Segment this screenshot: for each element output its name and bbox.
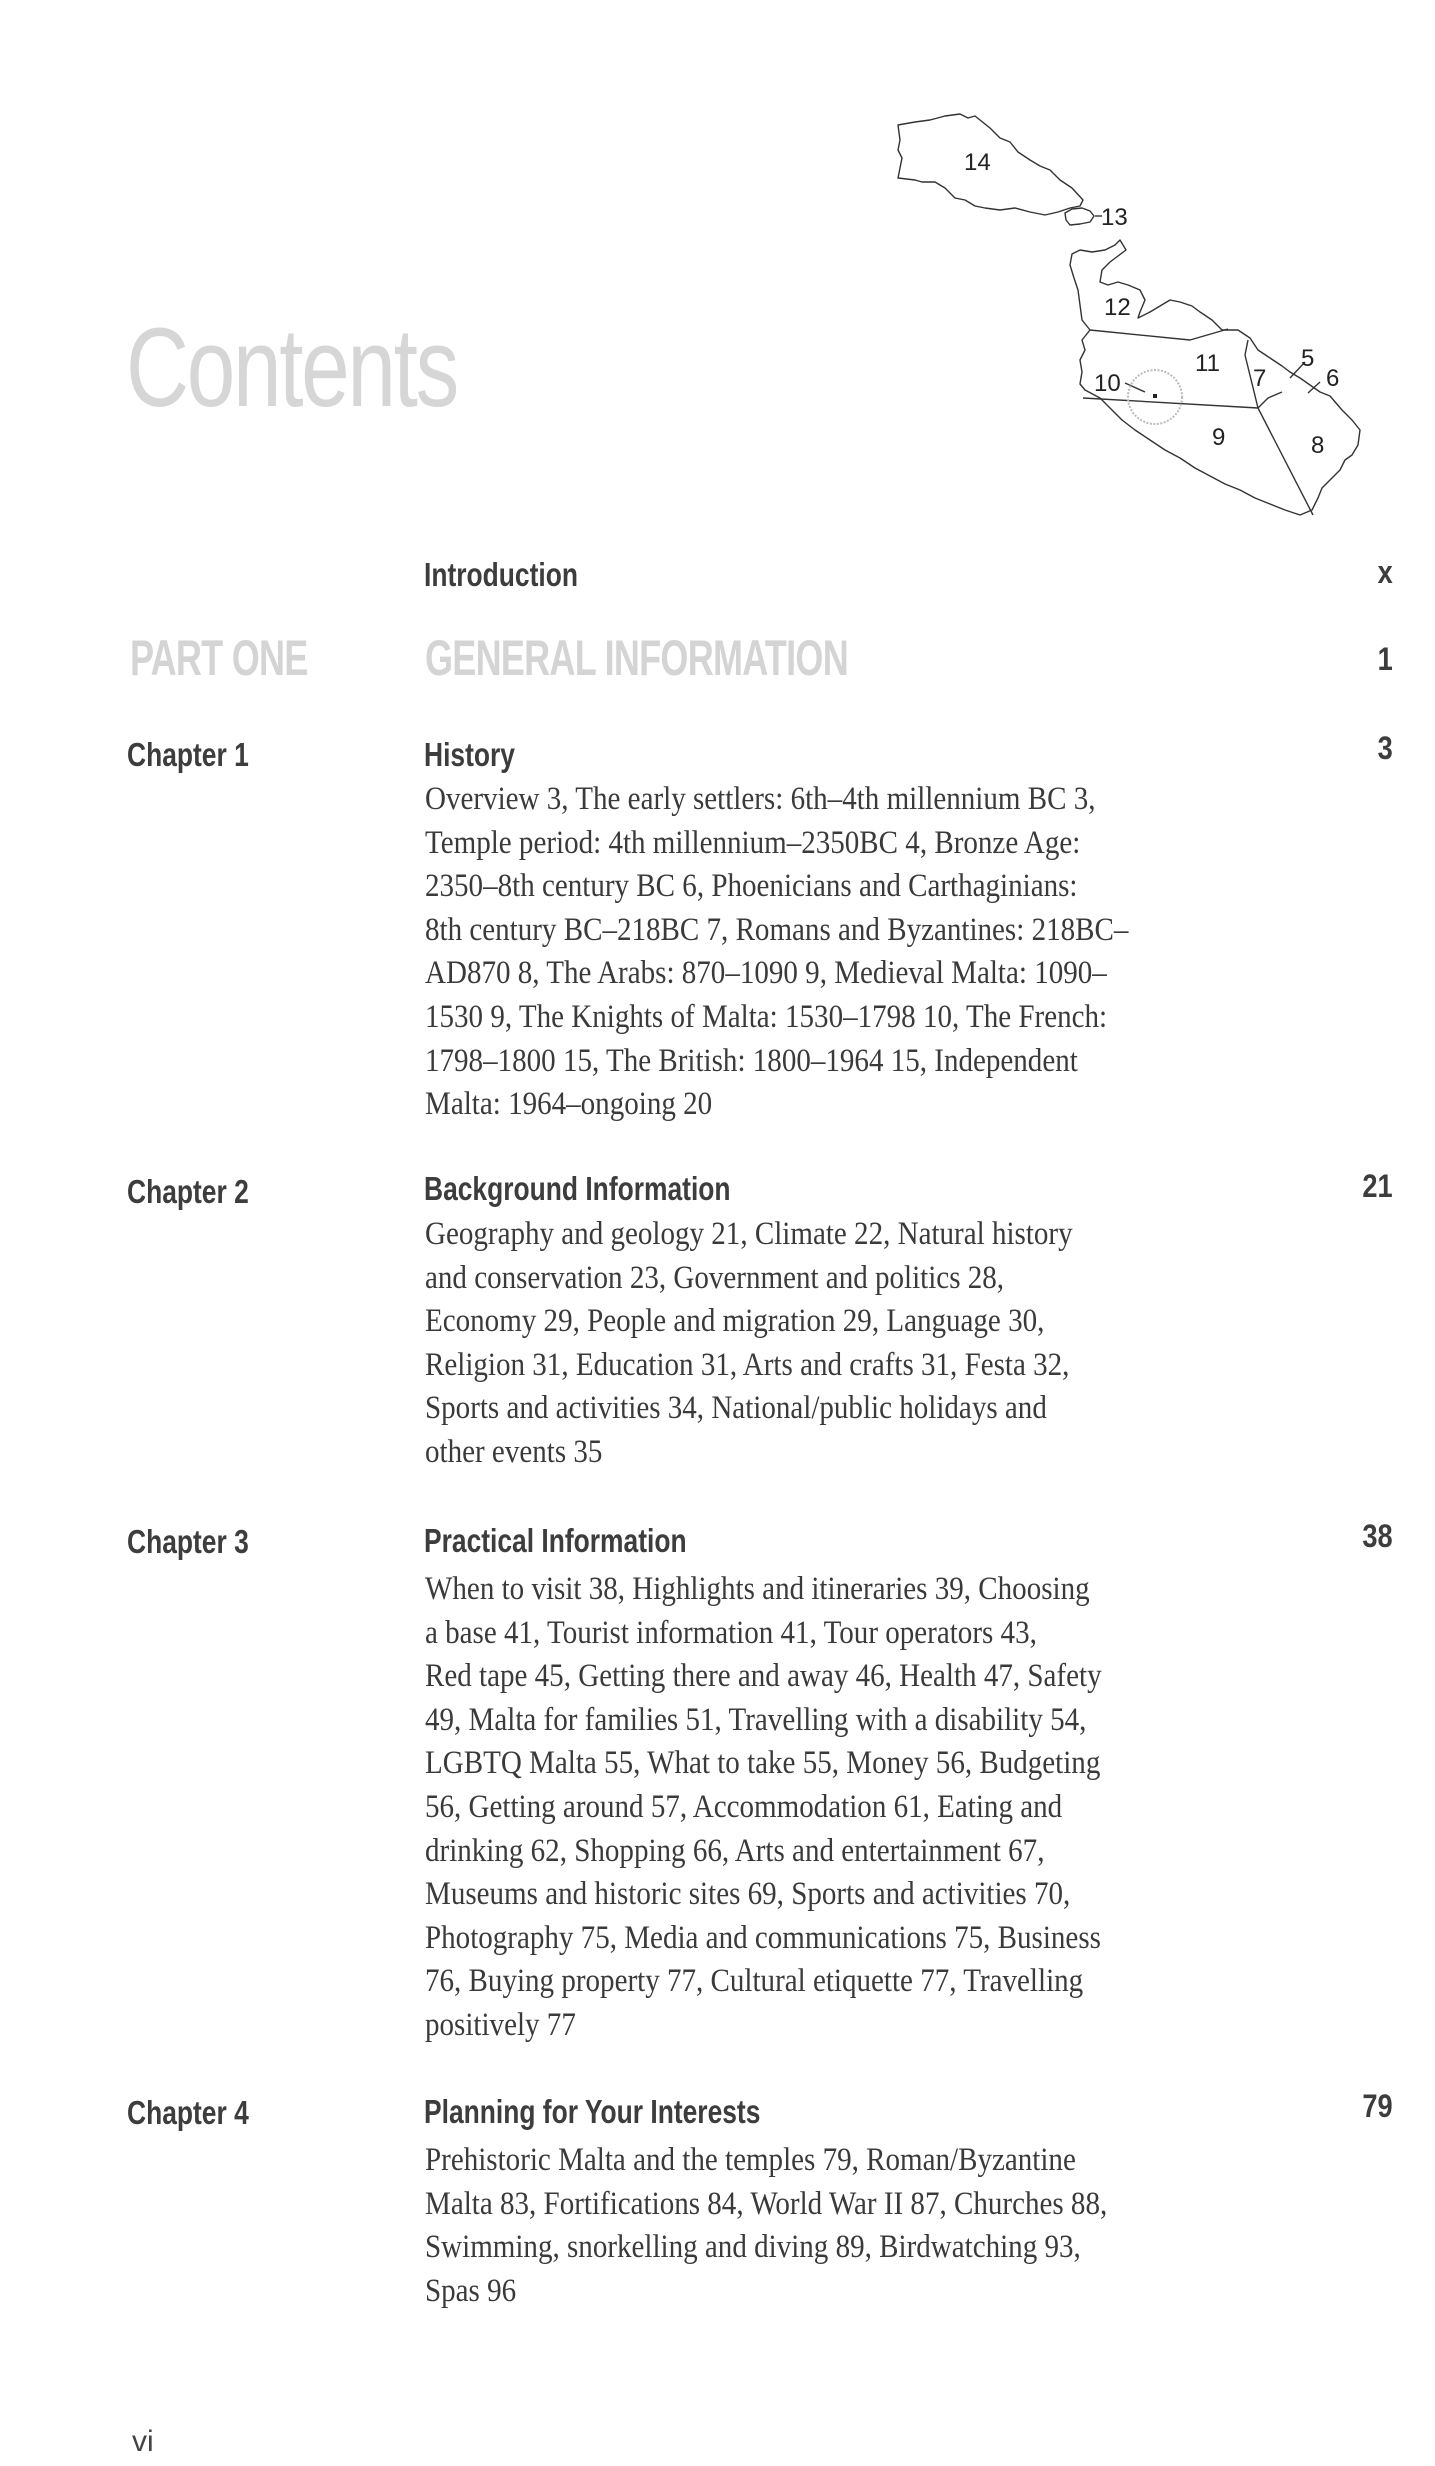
toc-line: Overview 3, The early settlers: 6th–4th millennium BC 3, xyxy=(425,781,1096,817)
map-label-7: 7 xyxy=(1253,365,1267,392)
map-label-6: 6 xyxy=(1326,365,1340,392)
chapter-2-title[interactable]: Background Information xyxy=(424,1170,731,1207)
part-one-title[interactable]: GENERAL INFORMATION xyxy=(425,630,848,686)
toc-line: LGBTQ Malta 55, What to take 55, Money 56, Budgeting xyxy=(425,1745,1101,1782)
part-one-page-number: 1 xyxy=(1377,641,1393,677)
map-label-9: 9 xyxy=(1212,424,1226,451)
introduction-page-number: x xyxy=(1377,554,1393,590)
chapter-1-label: Chapter 1 xyxy=(127,736,249,773)
toc-line: a base 41, Tourist information 41, Tour operators 43, xyxy=(425,1614,1037,1651)
chapter-3-page-number: 38 xyxy=(1362,1518,1393,1554)
toc-line: When to visit 38, Highlights and itineraries 39, Choosing xyxy=(425,1571,1090,1607)
toc-line: other events 35 xyxy=(425,1433,603,1470)
chapter-4-page-number: 79 xyxy=(1362,2088,1393,2124)
toc-line: positively 77 xyxy=(425,2006,576,2043)
chapter-2-label: Chapter 2 xyxy=(127,1173,249,1210)
toc-line: Photography 75, Media and communications 75, Business xyxy=(425,1919,1101,1956)
chapter-3-subsections xyxy=(425,1568,1287,2048)
map-label-13: 13 xyxy=(1101,204,1128,231)
map-label-5: 5 xyxy=(1301,345,1315,372)
toc-line: 49, Malta for families 51, Travelling with a disability 54, xyxy=(425,1701,1087,1738)
chapter-4-title[interactable]: Planning for Your Interests xyxy=(424,2093,761,2130)
page-title: Contents xyxy=(126,305,457,430)
toc-line: Spas 96 xyxy=(425,2272,517,2309)
chapter-1-title[interactable]: History xyxy=(424,736,515,773)
toc-line: drinking 62, Shopping 66, Arts and entertainment 67, xyxy=(425,1832,1045,1869)
toc-line: Malta: 1964–ongoing 20 xyxy=(425,1086,713,1123)
chapter-3-title[interactable]: Practical Information xyxy=(424,1522,687,1559)
chapter-1-subsections xyxy=(425,778,1287,1127)
toc-line: 1798–1800 15, The British: 1800–1964 15, Independent xyxy=(425,1042,1078,1079)
location-marker-dot xyxy=(1153,394,1157,398)
toc-line: Economy 29, People and migration 29, Language 30, xyxy=(425,1303,1045,1340)
toc-line: Museums and historic sites 69, Sports and activities 70, xyxy=(425,1876,1071,1913)
toc-line: AD870 8, The Arabs: 870–1090 9, Medieval Malta: 1090– xyxy=(425,955,1107,992)
comino-outline xyxy=(1065,208,1094,225)
toc-line: Swimming, snorkelling and diving 89, Birdwatching 93, xyxy=(425,2229,1081,2266)
map-label-12: 12 xyxy=(1104,294,1131,321)
toc-line: Malta 83, Fortifications 84, World War II 87, Churches 88, xyxy=(425,2185,1108,2222)
page-folio: vi xyxy=(132,2425,154,2458)
toc-line: 8th century BC–218BC 7, Romans and Byzantines: 218BC– xyxy=(425,911,1129,948)
part-one-label: PART ONE xyxy=(130,630,308,686)
toc-line: Religion 31, Education 31, Arts and crafts 31, Festa 32, xyxy=(425,1346,1070,1383)
toc-line: 1530 9, The Knights of Malta: 1530–1798 10, The French: xyxy=(425,998,1108,1035)
map-label-11: 11 xyxy=(1195,350,1220,377)
toc-line: 2350–8th century BC 6, Phoenicians and Carthaginians: xyxy=(425,868,1078,905)
chapter-3-label: Chapter 3 xyxy=(127,1523,249,1560)
map-label-8: 8 xyxy=(1311,432,1325,459)
malta-region-map xyxy=(0,0,1435,560)
toc-line: Red tape 45, Getting there and away 46, Health 47, Safety xyxy=(425,1658,1102,1695)
chapter-4-label: Chapter 4 xyxy=(127,2094,249,2131)
toc-line: 76, Buying property 77, Cultural etiquette 77, Travelling xyxy=(425,1963,1084,2000)
map-label-14: 14 xyxy=(964,149,991,176)
chapter-1-page-number: 3 xyxy=(1377,730,1393,766)
introduction-title[interactable]: Introduction xyxy=(424,556,578,593)
toc-line: Temple period: 4th millennium–2350BC 4, Bronze Age: xyxy=(425,824,1081,861)
toc-line: and conservation 23, Government and politics 28, xyxy=(425,1259,1005,1296)
toc-line: Prehistoric Malta and the temples 79, Roman/Byzantine xyxy=(425,2142,1076,2178)
chapter-4-subsections xyxy=(425,2139,1287,2313)
toc-line: Sports and activities 34, National/public holidays and xyxy=(425,1390,1047,1427)
chapter-2-subsections xyxy=(425,1213,1287,1475)
toc-line: Geography and geology 21, Climate 22, Natural history xyxy=(425,1216,1073,1252)
toc-line: 56, Getting around 57, Accommodation 61, Eating and xyxy=(425,1788,1063,1825)
map-label-10: 10 xyxy=(1094,370,1121,397)
chapter-2-page-number: 21 xyxy=(1362,1168,1393,1204)
